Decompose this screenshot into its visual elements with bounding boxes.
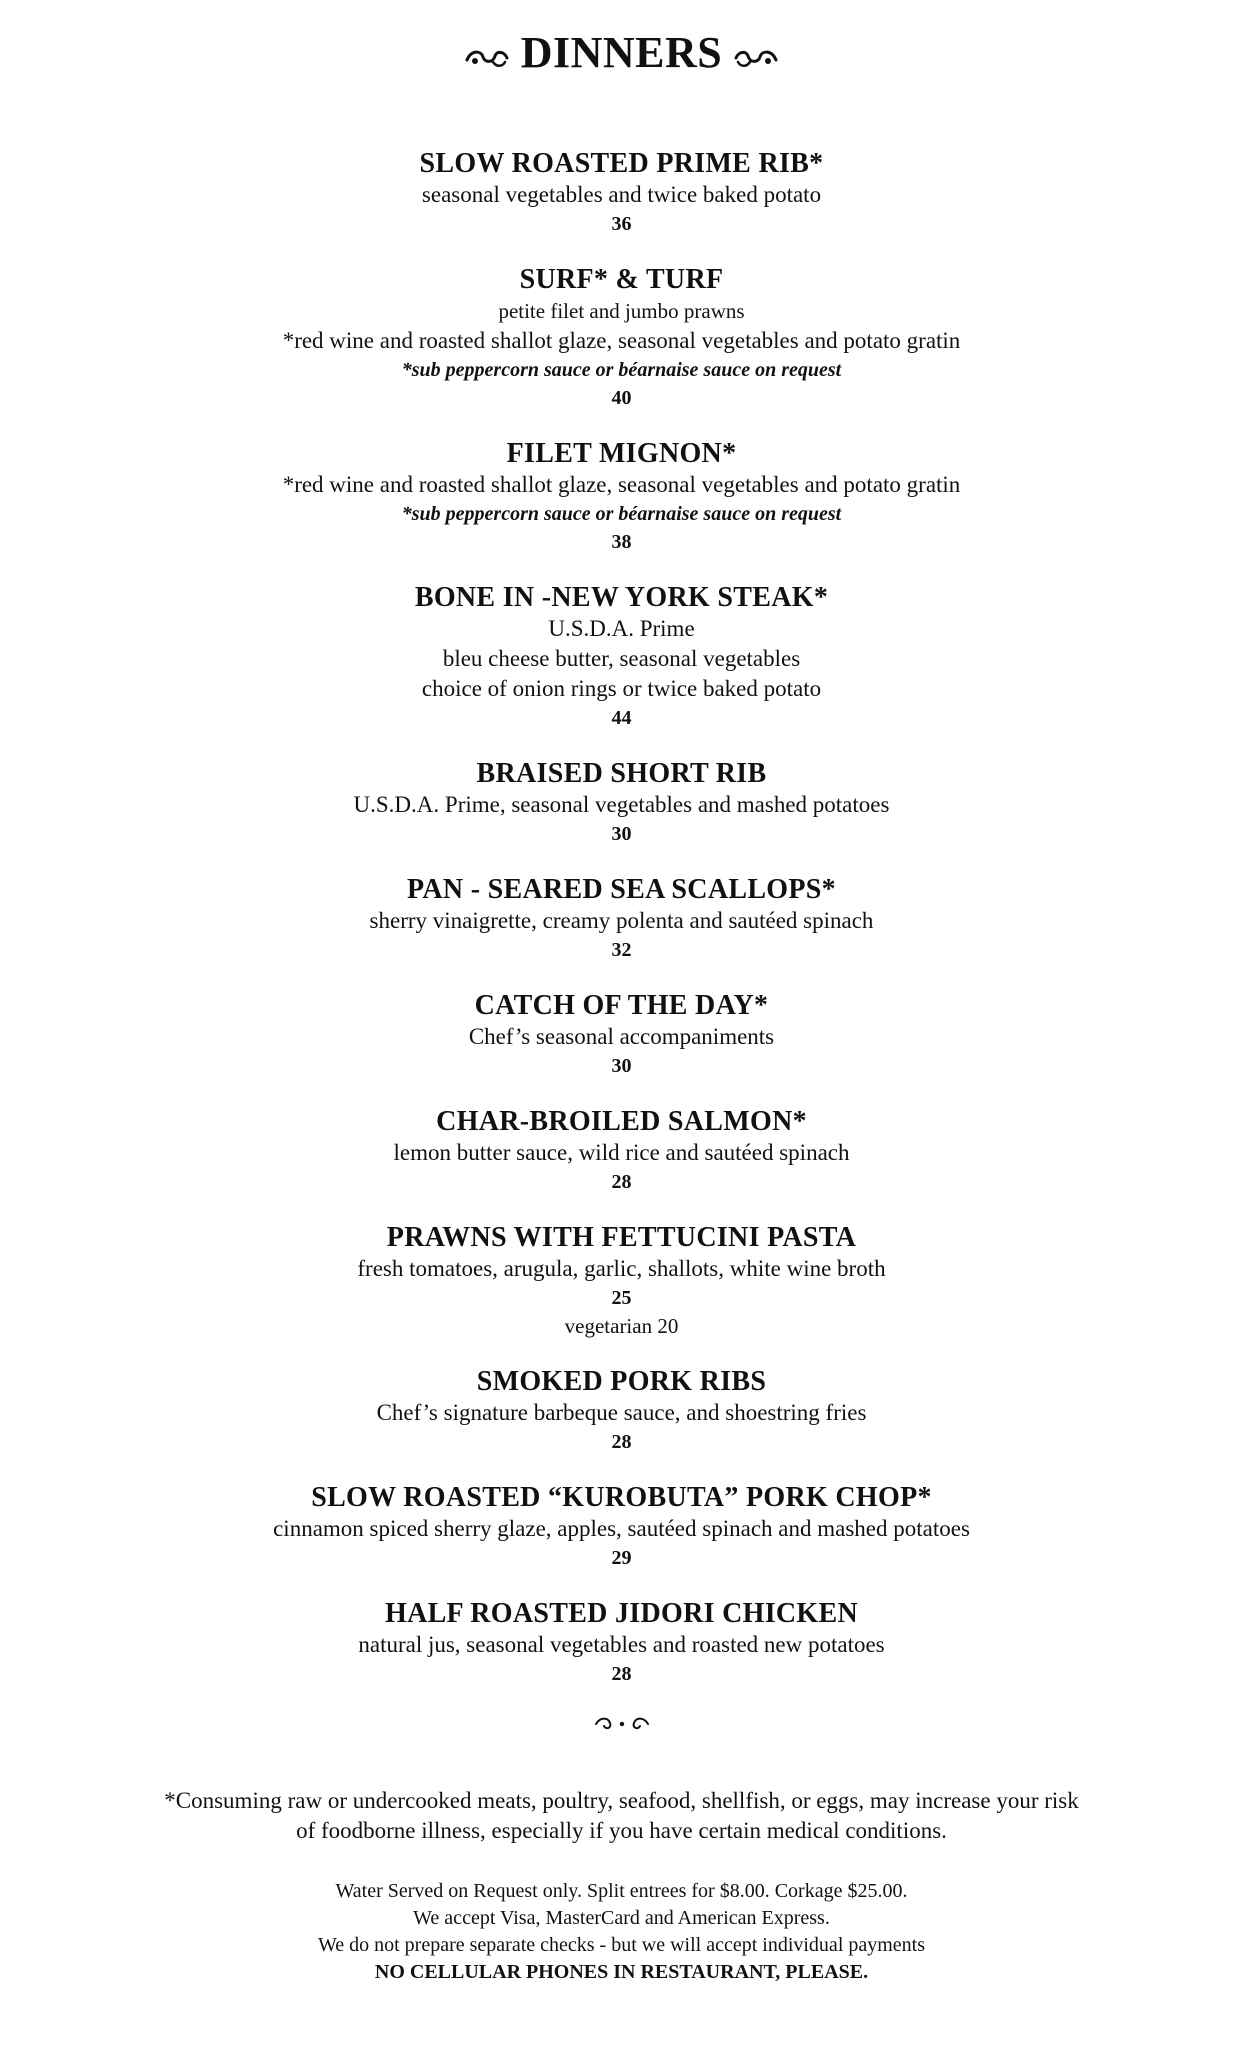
item-description: fresh tomatoes, arugula, garlic, shallots, white wine broth: [357, 1256, 886, 1281]
menu-item: [0, 148, 1243, 238]
item-price: 28: [611, 1171, 632, 1193]
item-name: SURF* & TURF: [519, 264, 724, 295]
item-name: SLOW ROASTED “KUROBUTA” PORK CHOP*: [311, 1482, 932, 1513]
item-description: sherry vinaigrette, creamy polenta and sautéed spinach: [369, 908, 874, 933]
item-description: cinnamon spiced sherry glaze, apples, sautéed spinach and mashed potatoes: [273, 1516, 970, 1541]
item-name: SLOW ROASTED PRIME RIB*: [419, 148, 824, 179]
right-flourish-icon: [732, 44, 780, 70]
disclaimer-line: of foodborne illness, especially if you have certain medical conditions.: [296, 1818, 947, 1843]
item-name: PAN - SEARED SEA SCALLOPS*: [407, 874, 836, 905]
item-description: bleu cheese butter, seasonal vegetables: [442, 646, 801, 671]
item-price: 44: [611, 707, 632, 729]
item-note: *sub peppercorn sauce or béarnaise sauce on request: [401, 359, 842, 381]
policy-footer: [60, 1878, 1183, 1986]
menu-item: [0, 1106, 1243, 1196]
item-description: natural jus, seasonal vegetables and roasted new potatoes: [358, 1632, 885, 1657]
item-name: SMOKED PORK RIBS: [476, 1366, 767, 1397]
item-name: BRAISED SHORT RIB: [476, 758, 767, 789]
section-divider: [0, 1714, 1243, 1738]
item-description: choice of onion rings or twice baked potato: [421, 676, 822, 701]
item-name: PRAWNS WITH FETTUCINI PASTA: [386, 1222, 857, 1253]
item-price-vegetarian: vegetarian 20: [564, 1314, 679, 1338]
menu-item: [0, 264, 1243, 412]
item-description: lemon butter sauce, wild rice and sautéed spinach: [393, 1140, 850, 1165]
item-description: seasonal vegetables and twice baked potato: [421, 182, 822, 207]
item-price: 40: [611, 387, 632, 409]
menu-item: [0, 1482, 1243, 1572]
menu-item: [0, 874, 1243, 964]
item-name: BONE IN -NEW YORK STEAK*: [414, 582, 829, 613]
footer-line: We do not prepare separate checks - but we will accept individual payments: [317, 1934, 926, 1956]
item-description: U.S.D.A. Prime, seasonal vegetables and mashed potatoes: [353, 792, 890, 817]
left-flourish-icon: [463, 44, 511, 70]
page-title: [0, 28, 1243, 78]
item-price: 30: [611, 1055, 632, 1077]
item-name: FILET MIGNON*: [506, 438, 737, 469]
menu-item: [0, 1366, 1243, 1456]
item-name: CATCH OF THE DAY*: [474, 990, 769, 1021]
disclaimer-line: *Consuming raw or undercooked meats, poultry, seafood, shellfish, or eggs, may increase your risk: [164, 1788, 1079, 1813]
item-description: Chef’s signature barbeque sauce, and shoestring fries: [376, 1400, 867, 1425]
item-price: 29: [611, 1547, 632, 1569]
menu-list: [0, 148, 1243, 1738]
menu-item: [0, 758, 1243, 848]
item-description: Chef’s seasonal accompaniments: [468, 1024, 775, 1049]
menu-item: [0, 1222, 1243, 1340]
item-description: petite filet and jumbo prawns: [498, 299, 745, 323]
menu-item: [0, 438, 1243, 556]
item-price: 32: [611, 939, 632, 961]
divider-ornament-icon: [592, 1714, 652, 1734]
item-price: 28: [611, 1431, 632, 1453]
item-price: 25: [611, 1287, 632, 1309]
item-name: HALF ROASTED JIDORI CHICKEN: [384, 1598, 858, 1629]
item-description: U.S.D.A. Prime: [548, 616, 695, 641]
item-price: 38: [611, 531, 632, 553]
item-note: *sub peppercorn sauce or béarnaise sauce on request: [401, 503, 842, 525]
footer-phone-policy: NO CELLULAR PHONES IN RESTAURANT, PLEASE.: [374, 1961, 869, 1983]
menu-item: [0, 582, 1243, 732]
footer-line: Water Served on Request only. Split entrees for $8.00. Corkage $25.00.: [335, 1880, 908, 1902]
menu-item: [0, 1598, 1243, 1688]
footer-line: We accept Visa, MasterCard and American Express.: [413, 1907, 830, 1929]
item-price: 36: [611, 213, 632, 235]
menu-item: [0, 990, 1243, 1080]
item-description: *red wine and roasted shallot glaze, seasonal vegetables and potato gratin: [282, 472, 961, 497]
item-price: 28: [611, 1663, 632, 1685]
item-price: 30: [611, 823, 632, 845]
item-description: *red wine and roasted shallot glaze, seasonal vegetables and potato gratin: [282, 328, 961, 353]
health-disclaimer: [60, 1786, 1183, 1846]
item-name: CHAR-BROILED SALMON*: [436, 1106, 807, 1137]
page-title-text: DINNERS: [520, 28, 723, 77]
